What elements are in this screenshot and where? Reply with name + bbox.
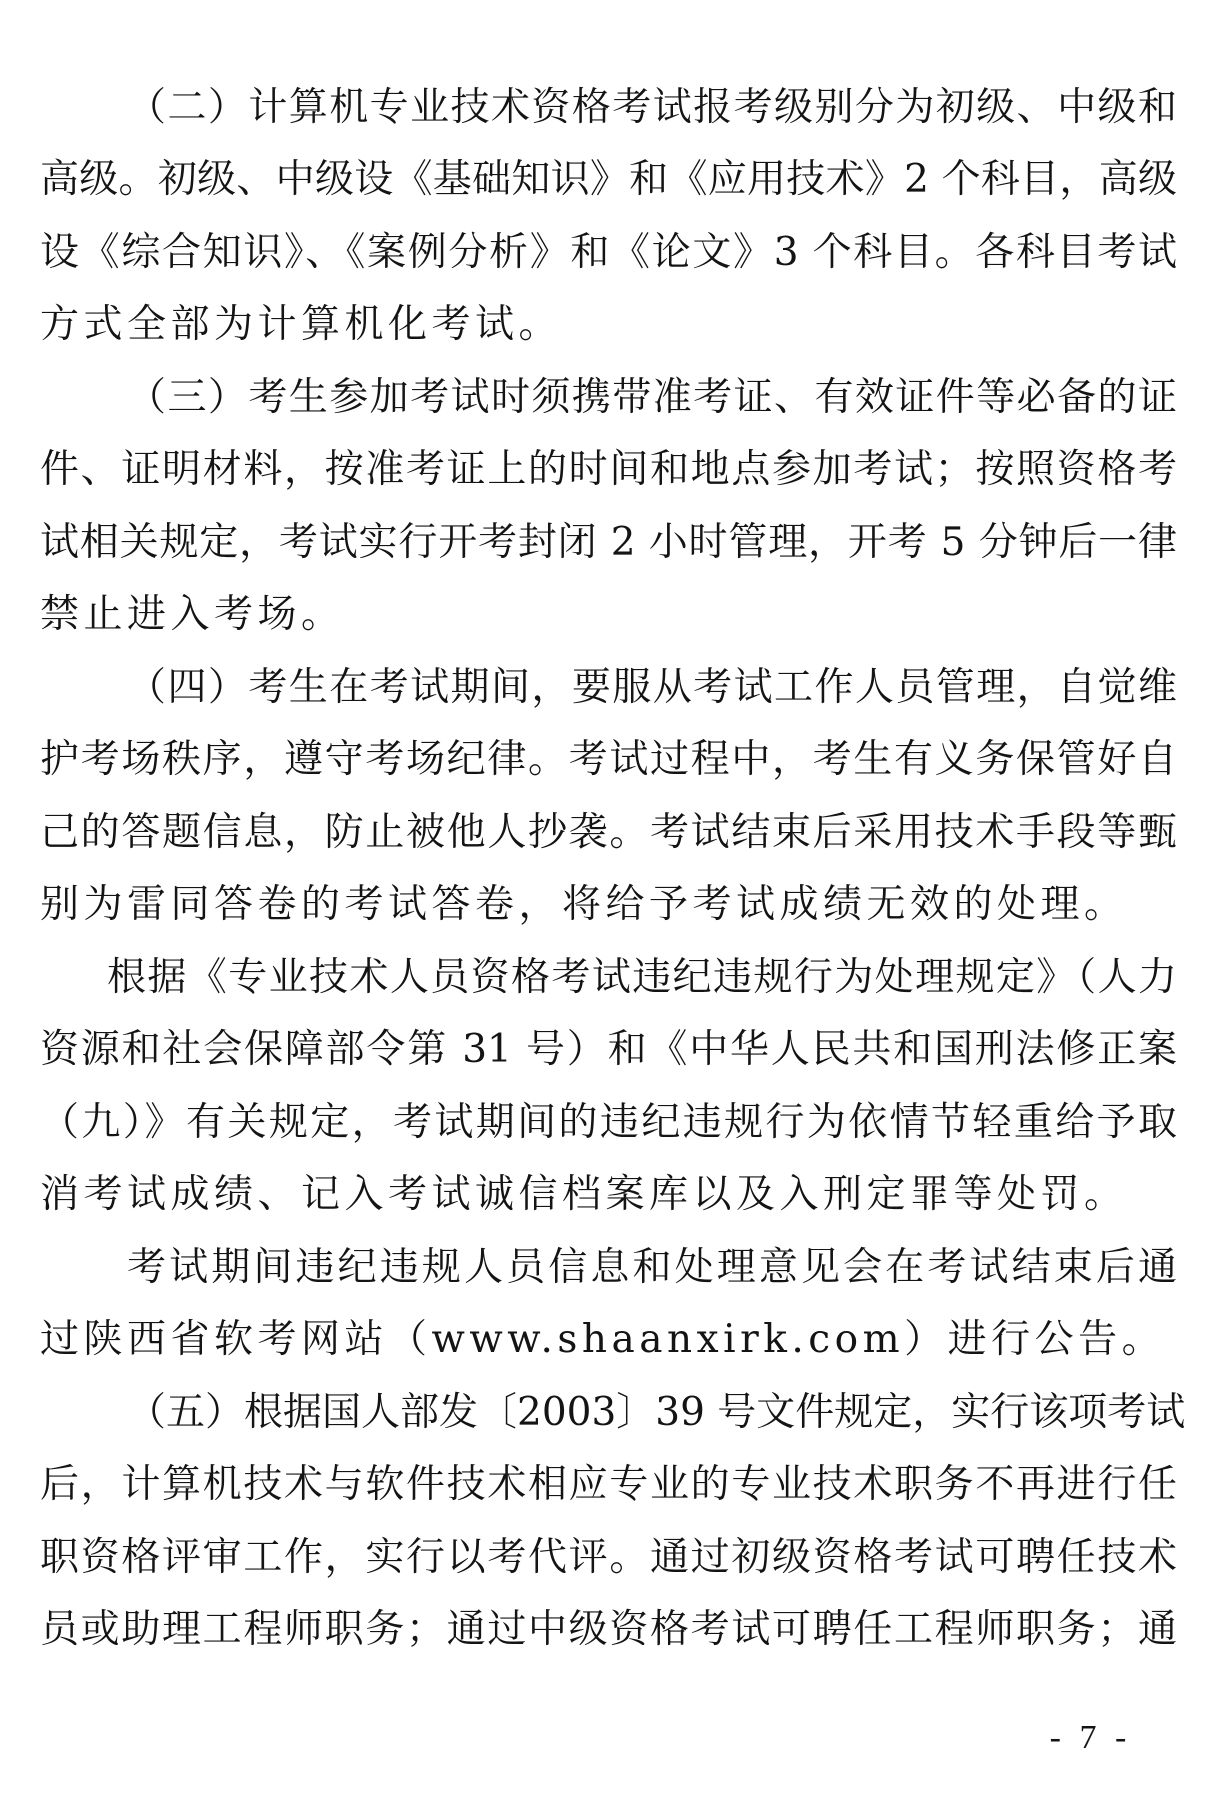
- text-line: 己的答题信息，防止被他人抄袭。考试结束后采用技术手段等甄: [40, 810, 1177, 855]
- text-line: 根据《专业技术人员资格考试违纪违规行为处理规定》（人力: [107, 955, 1177, 1000]
- text-line: （二）计算机专业技术资格考试报考级别分为初级、中级和: [127, 85, 1177, 130]
- text-line: 试相关规定，考试实行开考封闭 2 小时管理，开考 5 分钟后一律: [40, 520, 1177, 565]
- text-line: 设《综合知识》、《案例分析》和《论文》3 个科目。各科目考试: [40, 230, 1177, 275]
- text-line: 员或助理工程师职务；通过中级资格考试可聘任工程师职务；通: [40, 1607, 1177, 1652]
- text-line: 护考场秩序，遵守考场纪律。考试过程中，考生有义务保管好自: [40, 737, 1177, 782]
- text-line: 高级。初级、中级设《基础知识》和《应用技术》2 个科目，高级: [40, 157, 1177, 202]
- text-line: 考试期间违纪违规人员信息和处理意见会在考试结束后通: [127, 1245, 1177, 1290]
- text-line: （九）》有关规定，考试期间的违纪违规行为依情节轻重给予取: [40, 1100, 1177, 1145]
- text-line: 资源和社会保障部令第 31 号）和《中华人民共和国刑法修正案: [40, 1027, 1177, 1072]
- text-line: （五）根据国人部发〔2003〕39 号文件规定，实行该项考试: [127, 1390, 1186, 1435]
- text-line: 方式全部为计算机化考试。: [40, 302, 563, 347]
- text-line: 消考试成绩、记入考试诚信档案库以及入刑定罪等处罚。: [40, 1172, 1128, 1217]
- text-line-with-website-link: 过陕西省软考网站（www.shaanxirk.com）进行公告。: [40, 1317, 1166, 1362]
- text-line: （四）考生在考试期间，要服从考试工作人员管理，自觉维: [127, 665, 1177, 710]
- text-line: 件、证明材料，按准考证上的时间和地点参加考试；按照资格考: [40, 447, 1177, 492]
- text-line: 后，计算机技术与软件技术相应专业的专业技术职务不再进行任: [40, 1462, 1177, 1507]
- text-line: 禁止进入考场。: [40, 592, 345, 637]
- text-line: 别为雷同答卷的考试答卷，将给予考试成绩无效的处理。: [40, 882, 1128, 927]
- page-number: - 7 -: [1049, 1719, 1127, 1756]
- text-line: 职资格评审工作，实行以考代评。通过初级资格考试可聘任技术: [40, 1535, 1177, 1580]
- text-line: （三）考生参加考试时须携带准考证、有效证件等必备的证: [127, 375, 1177, 420]
